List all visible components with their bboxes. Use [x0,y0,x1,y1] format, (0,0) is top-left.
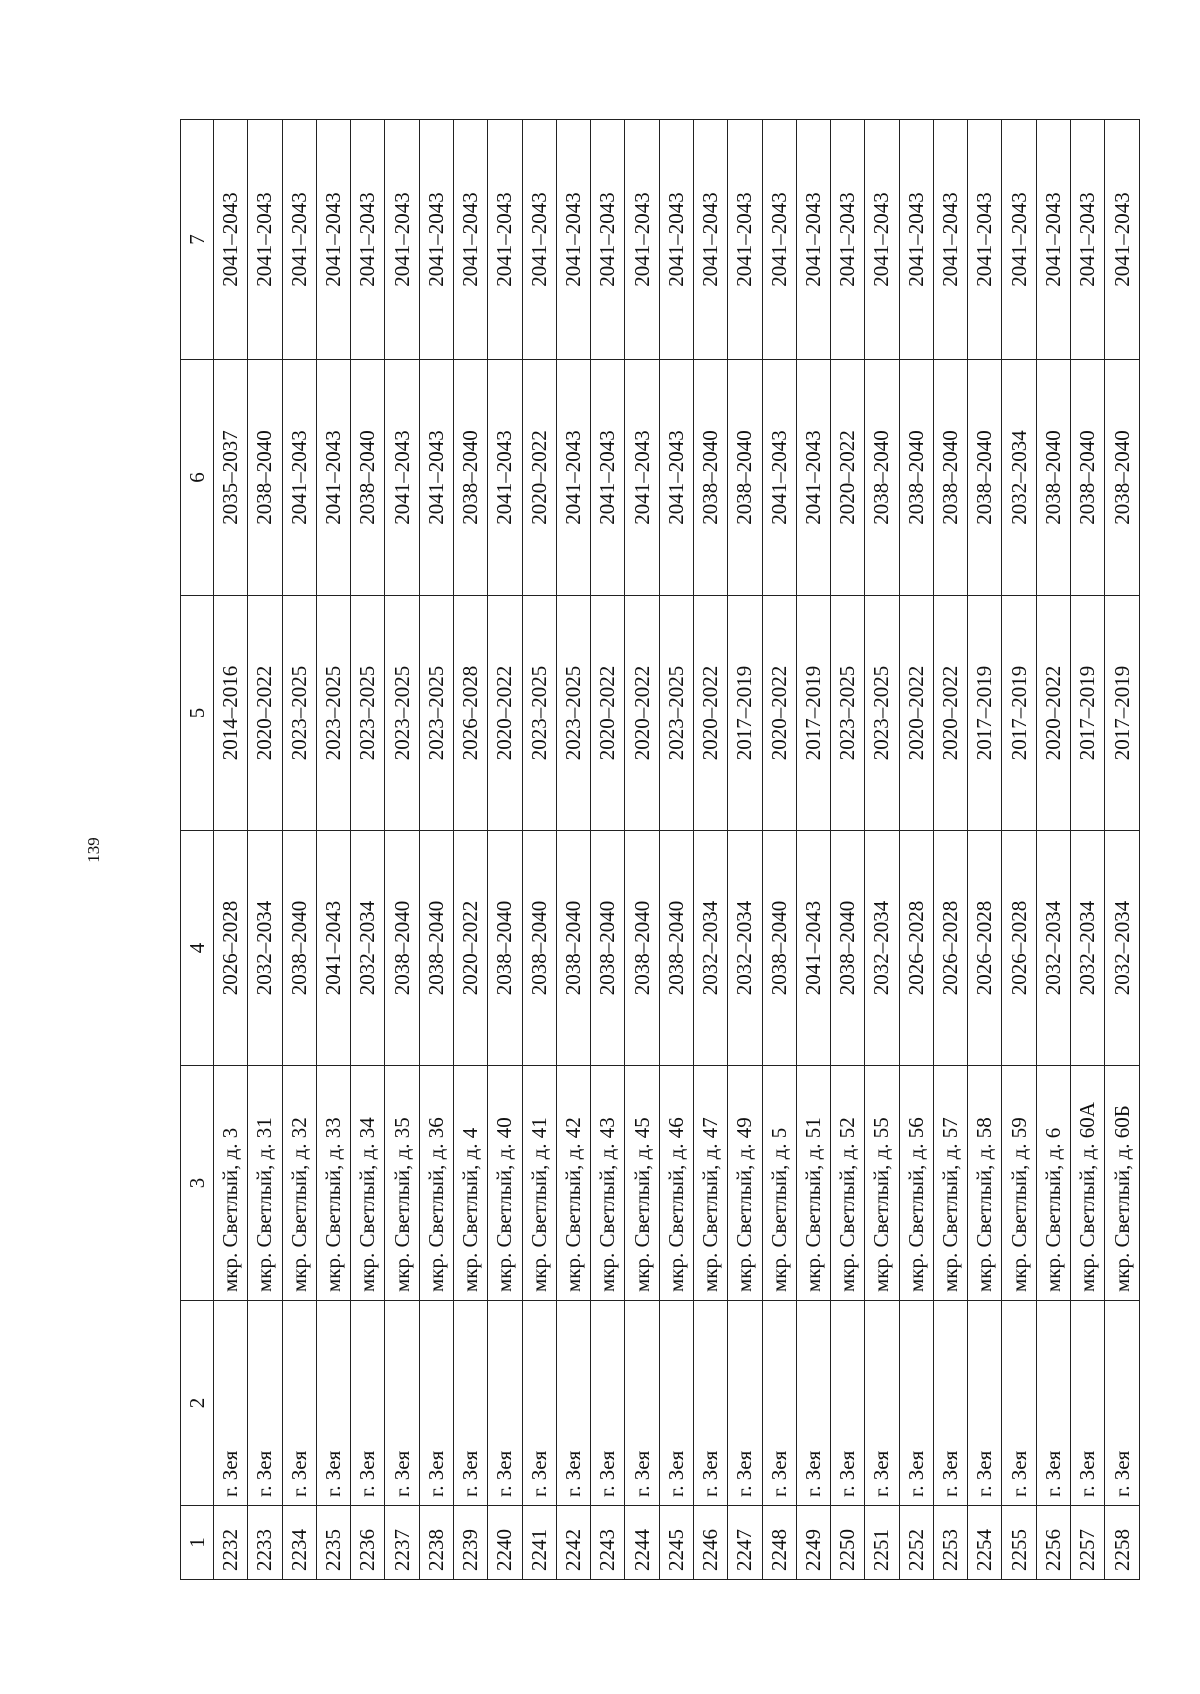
period-col7: 2041–2043 [762,120,796,360]
period-col7: 2041–2043 [1071,120,1105,360]
address-cell: мкр. Светлый, д. 55 [865,1066,899,1301]
period-col4: 2032–2034 [1036,831,1070,1066]
period-col4: 2038–2040 [282,831,316,1066]
period-col6: 2038–2040 [1105,360,1140,596]
city-cell: г. Зея [556,1301,590,1506]
city-cell: г. Зея [1036,1301,1070,1506]
column-header: 2 [181,1301,214,1506]
table-row [625,120,659,1580]
period-col7: 2041–2043 [1105,120,1140,360]
address-cell: мкр. Светлый, д. 57 [933,1066,967,1301]
period-col6: 2041–2043 [796,360,830,596]
city-cell: г. Зея [282,1301,316,1506]
period-col4: 2038–2040 [591,831,625,1066]
period-col6: 2038–2040 [968,360,1002,596]
city-cell: г. Зея [899,1301,933,1506]
table-row [1036,120,1070,1580]
table-row [933,120,967,1580]
period-col4: 2041–2043 [316,831,350,1066]
row-number: 2232 [214,1506,248,1580]
period-col6: 2041–2043 [488,360,522,596]
period-col5: 2020–2022 [693,596,727,831]
period-col7: 2041–2043 [453,120,487,360]
period-col4: 2041–2043 [796,831,830,1066]
row-number: 2235 [316,1506,350,1580]
period-col5: 2017–2019 [1002,596,1036,831]
address-cell: мкр. Светлый, д. 42 [556,1066,590,1301]
period-col6: 2041–2043 [385,360,419,596]
table-header-row [181,120,214,1580]
address-cell: мкр. Светлый, д. 4 [453,1066,487,1301]
table-row [385,120,419,1580]
period-col6: 2038–2040 [1071,360,1105,596]
period-col5: 2020–2022 [762,596,796,831]
period-col5: 2017–2019 [728,596,762,831]
period-col7: 2041–2043 [865,120,899,360]
city-cell: г. Зея [351,1301,385,1506]
period-col7: 2041–2043 [351,120,385,360]
period-col7: 2041–2043 [693,120,727,360]
period-col4: 2032–2034 [248,831,282,1066]
period-col5: 2020–2022 [625,596,659,831]
period-col5: 2020–2022 [933,596,967,831]
period-col4: 2038–2040 [385,831,419,1066]
city-cell: г. Зея [762,1301,796,1506]
row-number: 2258 [1105,1506,1140,1580]
address-cell: мкр. Светлый, д. 3 [214,1066,248,1301]
table-row [1071,120,1105,1580]
period-col5: 2020–2022 [591,596,625,831]
column-header: 7 [181,120,214,360]
period-col4: 2038–2040 [831,831,865,1066]
period-col7: 2041–2043 [796,120,830,360]
period-col6: 2038–2040 [1036,360,1070,596]
row-number: 2243 [591,1506,625,1580]
row-number: 2246 [693,1506,727,1580]
table-row [214,120,248,1580]
city-cell: г. Зея [385,1301,419,1506]
address-cell: мкр. Светлый, д. 56 [899,1066,933,1301]
period-col7: 2041–2043 [488,120,522,360]
table-body [214,120,1140,1580]
table-row [693,120,727,1580]
period-col4: 2026–2028 [1002,831,1036,1066]
table-row [488,120,522,1580]
address-cell: мкр. Светлый, д. 58 [968,1066,1002,1301]
period-col7: 2041–2043 [522,120,556,360]
period-col4: 2038–2040 [556,831,590,1066]
schedule-table-rotated [180,120,1140,1580]
period-col6: 2038–2040 [453,360,487,596]
period-col5: 2026–2028 [453,596,487,831]
city-cell: г. Зея [968,1301,1002,1506]
period-col4: 2026–2028 [899,831,933,1066]
address-cell: мкр. Светлый, д. 36 [419,1066,453,1301]
column-header: 6 [181,360,214,596]
city-cell: г. Зея [693,1301,727,1506]
period-col4: 2032–2034 [865,831,899,1066]
period-col5: 2023–2025 [865,596,899,831]
city-cell: г. Зея [1002,1301,1036,1506]
period-col5: 2023–2025 [659,596,693,831]
address-cell: мкр. Светлый, д. 60Б [1105,1066,1140,1301]
period-col4: 2038–2040 [419,831,453,1066]
period-col6: 2041–2043 [282,360,316,596]
period-col7: 2041–2043 [1036,120,1070,360]
period-col7: 2041–2043 [831,120,865,360]
address-cell: мкр. Светлый, д. 5 [762,1066,796,1301]
address-cell: мкр. Светлый, д. 49 [728,1066,762,1301]
row-number: 2247 [728,1506,762,1580]
period-col4: 2026–2028 [933,831,967,1066]
table-row [899,120,933,1580]
row-number: 2240 [488,1506,522,1580]
period-col4: 2026–2028 [214,831,248,1066]
city-cell: г. Зея [488,1301,522,1506]
table-row [591,120,625,1580]
period-col5: 2017–2019 [1105,596,1140,831]
address-cell: мкр. Светлый, д. 60А [1071,1066,1105,1301]
period-col5: 2020–2022 [899,596,933,831]
address-cell: мкр. Светлый, д. 43 [591,1066,625,1301]
city-cell: г. Зея [659,1301,693,1506]
address-cell: мкр. Светлый, д. 52 [831,1066,865,1301]
period-col5: 2023–2025 [831,596,865,831]
row-number: 2233 [248,1506,282,1580]
address-cell: мкр. Светлый, д. 32 [282,1066,316,1301]
row-number: 2255 [1002,1506,1036,1580]
table-row [556,120,590,1580]
row-number: 2234 [282,1506,316,1580]
period-col7: 2041–2043 [214,120,248,360]
row-number: 2252 [899,1506,933,1580]
period-col5: 2023–2025 [419,596,453,831]
city-cell: г. Зея [728,1301,762,1506]
row-number: 2245 [659,1506,693,1580]
city-cell: г. Зея [522,1301,556,1506]
row-number: 2256 [1036,1506,1070,1580]
period-col7: 2041–2043 [316,120,350,360]
column-header: 5 [181,596,214,831]
table-row [728,120,762,1580]
city-cell: г. Зея [419,1301,453,1506]
city-cell: г. Зея [625,1301,659,1506]
period-col7: 2041–2043 [419,120,453,360]
period-col6: 2038–2040 [865,360,899,596]
period-col5: 2020–2022 [488,596,522,831]
period-col6: 2038–2040 [693,360,727,596]
table-row [659,120,693,1580]
address-cell: мкр. Светлый, д. 41 [522,1066,556,1301]
period-col4: 2032–2034 [1071,831,1105,1066]
address-cell: мкр. Светлый, д. 34 [351,1066,385,1301]
row-number: 2254 [968,1506,1002,1580]
address-cell: мкр. Светлый, д. 6 [1036,1066,1070,1301]
period-col7: 2041–2043 [591,120,625,360]
period-col6: 2041–2043 [659,360,693,596]
period-col6: 2035–2037 [214,360,248,596]
address-cell: мкр. Светлый, д. 40 [488,1066,522,1301]
table-row [351,120,385,1580]
period-col4: 2032–2034 [693,831,727,1066]
row-number: 2250 [831,1506,865,1580]
period-col4: 2026–2028 [968,831,1002,1066]
period-col6: 2038–2040 [248,360,282,596]
city-cell: г. Зея [591,1301,625,1506]
address-cell: мкр. Светлый, д. 35 [385,1066,419,1301]
row-number: 2244 [625,1506,659,1580]
address-cell: мкр. Светлый, д. 59 [1002,1066,1036,1301]
period-col5: 2023–2025 [556,596,590,831]
period-col4: 2032–2034 [1105,831,1140,1066]
table-row [865,120,899,1580]
period-col5: 2023–2025 [282,596,316,831]
row-number: 2237 [385,1506,419,1580]
period-col7: 2041–2043 [933,120,967,360]
period-col7: 2041–2043 [968,120,1002,360]
table-row [419,120,453,1580]
address-cell: мкр. Светлый, д. 46 [659,1066,693,1301]
period-col4: 2038–2040 [522,831,556,1066]
table-row [282,120,316,1580]
table-row [1002,120,1036,1580]
city-cell: г. Зея [248,1301,282,1506]
period-col5: 2023–2025 [316,596,350,831]
city-cell: г. Зея [1105,1301,1140,1506]
schedule-table [180,119,1140,1580]
column-header: 1 [181,1506,214,1580]
column-header: 4 [181,831,214,1066]
period-col5: 2020–2022 [1036,596,1070,831]
period-col6: 2041–2043 [556,360,590,596]
city-cell: г. Зея [453,1301,487,1506]
period-col6: 2041–2043 [419,360,453,596]
table-row [762,120,796,1580]
period-col6: 2041–2043 [316,360,350,596]
row-number: 2239 [453,1506,487,1580]
period-col4: 2020–2022 [453,831,487,1066]
row-number: 2257 [1071,1506,1105,1580]
address-cell: мкр. Светлый, д. 31 [248,1066,282,1301]
period-col5: 2023–2025 [522,596,556,831]
table-row [796,120,830,1580]
period-col6: 2032–2034 [1002,360,1036,596]
period-col5: 2017–2019 [968,596,1002,831]
table-row [831,120,865,1580]
address-cell: мкр. Светлый, д. 45 [625,1066,659,1301]
page-number: 139 [84,837,103,863]
address-cell: мкр. Светлый, д. 33 [316,1066,350,1301]
period-col5: 2023–2025 [385,596,419,831]
period-col7: 2041–2043 [282,120,316,360]
address-cell: мкр. Светлый, д. 47 [693,1066,727,1301]
period-col7: 2041–2043 [625,120,659,360]
row-number: 2249 [796,1506,830,1580]
period-col6: 2038–2040 [899,360,933,596]
row-number: 2251 [865,1506,899,1580]
table-row [1105,120,1140,1580]
period-col5: 2017–2019 [1071,596,1105,831]
period-col7: 2041–2043 [1002,120,1036,360]
period-col7: 2041–2043 [248,120,282,360]
table-row [522,120,556,1580]
period-col6: 2038–2040 [933,360,967,596]
column-header: 3 [181,1066,214,1301]
period-col7: 2041–2043 [385,120,419,360]
table-row [248,120,282,1580]
period-col6: 2041–2043 [625,360,659,596]
period-col4: 2032–2034 [728,831,762,1066]
city-cell: г. Зея [316,1301,350,1506]
period-col7: 2041–2043 [659,120,693,360]
period-col4: 2038–2040 [762,831,796,1066]
period-col7: 2041–2043 [899,120,933,360]
city-cell: г. Зея [214,1301,248,1506]
period-col6: 2020–2022 [831,360,865,596]
period-col5: 2014–2016 [214,596,248,831]
city-cell: г. Зея [831,1301,865,1506]
period-col4: 2038–2040 [625,831,659,1066]
period-col4: 2038–2040 [659,831,693,1066]
period-col6: 2020–2022 [522,360,556,596]
period-col4: 2038–2040 [488,831,522,1066]
period-col7: 2041–2043 [556,120,590,360]
period-col5: 2017–2019 [796,596,830,831]
row-number: 2238 [419,1506,453,1580]
city-cell: г. Зея [933,1301,967,1506]
row-number: 2242 [556,1506,590,1580]
period-col5: 2020–2022 [248,596,282,831]
period-col6: 2038–2040 [351,360,385,596]
period-col6: 2038–2040 [728,360,762,596]
table-row [453,120,487,1580]
table-row [968,120,1002,1580]
row-number: 2253 [933,1506,967,1580]
period-col6: 2041–2043 [762,360,796,596]
city-cell: г. Зея [1071,1301,1105,1506]
address-cell: мкр. Светлый, д. 51 [796,1066,830,1301]
row-number: 2248 [762,1506,796,1580]
table-row [316,120,350,1580]
period-col5: 2023–2025 [351,596,385,831]
city-cell: г. Зея [796,1301,830,1506]
period-col6: 2041–2043 [591,360,625,596]
period-col4: 2032–2034 [351,831,385,1066]
period-col7: 2041–2043 [728,120,762,360]
row-number: 2236 [351,1506,385,1580]
city-cell: г. Зея [865,1301,899,1506]
row-number: 2241 [522,1506,556,1580]
